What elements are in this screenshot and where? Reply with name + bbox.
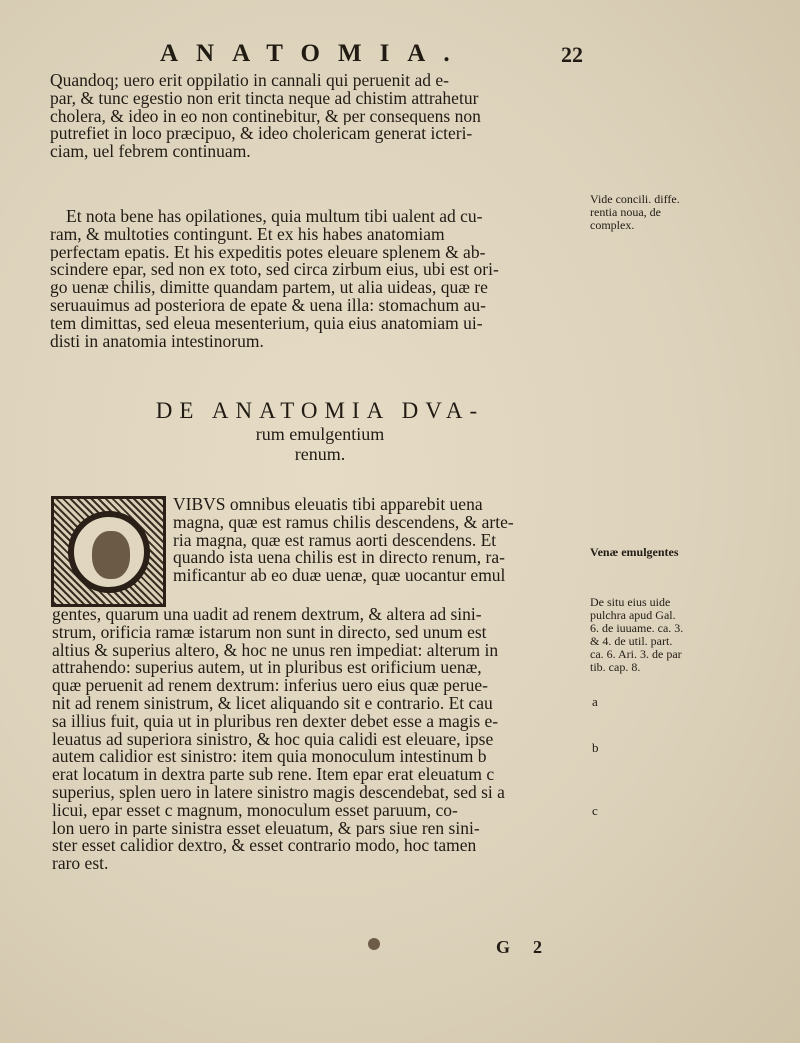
text-line: magna, quæ est ramus chilis descendens, & arte- [173, 513, 514, 532]
text-line: cholera, & ideo in eo non continebitur, & per consequens non [50, 107, 481, 126]
text-line: quando ista uena chilis est in directo renum, ra- [173, 549, 505, 568]
text-line: nit ad renem sinistrum, & licet aliquando sit e contrario. Et cau [52, 694, 493, 713]
paragraph-emulgent-intro [173, 496, 588, 585]
signature-mark: G [496, 937, 511, 957]
note-line: & 4. de util. part. [590, 634, 673, 648]
note-line: ca. 6. Ari. 3. de par [590, 647, 682, 661]
note-line: De situ eius uide [590, 595, 671, 609]
paragraph-oppilation [50, 72, 586, 161]
text-line: mificantur ab eo duæ uenæ, quæ uocantur emul [173, 567, 506, 585]
text-line: raro est. [52, 855, 109, 873]
text-line: ster esset calidior dextro, & esset contrario modo, hoc tamen [52, 837, 477, 856]
note-line: rentia noua, de [590, 205, 661, 219]
text-line: ciam, uel febrem continuam. [50, 143, 251, 161]
text-line: attrahendo: superius autem, ut in pluribus est orificium uenæ, [52, 659, 482, 678]
margin-ref-a: a [592, 694, 598, 709]
text-line: autem calidior est sinistro: item quia monoculum intestinum b [52, 748, 487, 767]
heading-line-3: renum. [294, 444, 346, 464]
text-line: go uenæ chilis, dimitte quandam partem, ut alia uideas, quæ re [50, 279, 488, 297]
note-line: complex. [590, 218, 635, 232]
paragraph-emulgent-body [52, 606, 588, 873]
running-title: ANATOMIA. [160, 40, 468, 67]
text-line: scindere epar, sed non ex toto, sed circa zirbum eius, ubi est ori- [50, 261, 499, 280]
page-header [0, 40, 800, 70]
margin-note-situ [590, 596, 710, 674]
text-line: strum, orificia ramæ istarum non sunt in directo, sed unum est [52, 623, 487, 642]
margin-ref-c: c [592, 803, 598, 818]
text-line: Quandoq; uero erit oppilatio in cannali qui peruenit ad e- [50, 72, 449, 90]
fleuron-icon [368, 938, 380, 950]
text-line: quæ peruenit ad renem dextrum: inferius uero eius quæ perue- [52, 677, 488, 695]
text-line: tem dimittas, sed eleua mesenterium, quia eius anatomiam ui- [50, 314, 483, 333]
note-line: pulchra apud Gal. [590, 608, 676, 622]
note-line: Venæ emulgentes [590, 545, 679, 559]
paragraph-nota-bene [50, 208, 586, 350]
text-line: leuatus ad superiora sinistro, & hoc quia calidi est eleuare, ipse [52, 730, 494, 749]
text-line: ria magna, quæ est ramus aorti descendens. Et [173, 531, 497, 550]
decorated-initial-q-icon [51, 496, 166, 607]
text-line: lon uero in parte sinistra esset eleuatum, & pars siue ren sini- [52, 819, 480, 838]
text-line: par, & tunc egestio non erit tincta neque ad chistim attrahetur [50, 89, 479, 108]
text-line: perfectam epatis. Et his expeditis potes eleuare splenem & ab- [50, 243, 486, 262]
note-line: tib. cap. 8. [590, 660, 641, 674]
signature-number: 2 [533, 937, 542, 957]
text-line: altius & superius altero, & hoc ne unus ren impediat: alterum in [52, 641, 499, 660]
text-line: disti in anatomia intestinorum. [50, 332, 264, 351]
text-line: ram, & multoties contingunt. Et ex his habes anatomiam [50, 225, 445, 244]
heading-line-1: DE ANATOMIA DVA- [155, 398, 485, 423]
margin-ref-b: b [592, 740, 599, 755]
folio-number: 22 [561, 42, 583, 67]
text-line: Et nota bene has opilationes, quia multum tibi ualent ad cu- [66, 208, 483, 226]
text-line: VIBVS omnibus eleuatis tibi apparebit uena [173, 496, 483, 514]
margin-note-venae [590, 546, 710, 559]
text-line: gentes, quarum una uadit ad renem dextrum, & altera ad sini- [52, 606, 482, 624]
margin-note-concili [590, 193, 710, 232]
note-line: Vide concili. diffe. [590, 192, 680, 206]
text-line: licui, epar esset c magnum, monoculum esset paruum, co- [52, 801, 458, 820]
text-line: erat locatum in dextra parte sub rene. Item epar erat eleuatum c [52, 766, 495, 784]
text-line: superius, splen uero in latere sinistro magis descendebat, sed si a [52, 783, 505, 802]
text-line: putrefiet in loco præcipuo, & ideo cholericam generat icteri- [50, 125, 473, 144]
section-heading [0, 398, 640, 464]
note-line: 6. de iuuame. ca. 3. [590, 621, 684, 635]
text-line: sa illius fuit, quia ut in pluribus ren dexter debet esse a magis e- [52, 712, 499, 731]
text-line: seruauimus ad posteriora de epate & uena illa: stomachum au- [50, 296, 486, 315]
initial-face [92, 531, 130, 579]
heading-line-2: rum emulgentium [255, 424, 385, 444]
